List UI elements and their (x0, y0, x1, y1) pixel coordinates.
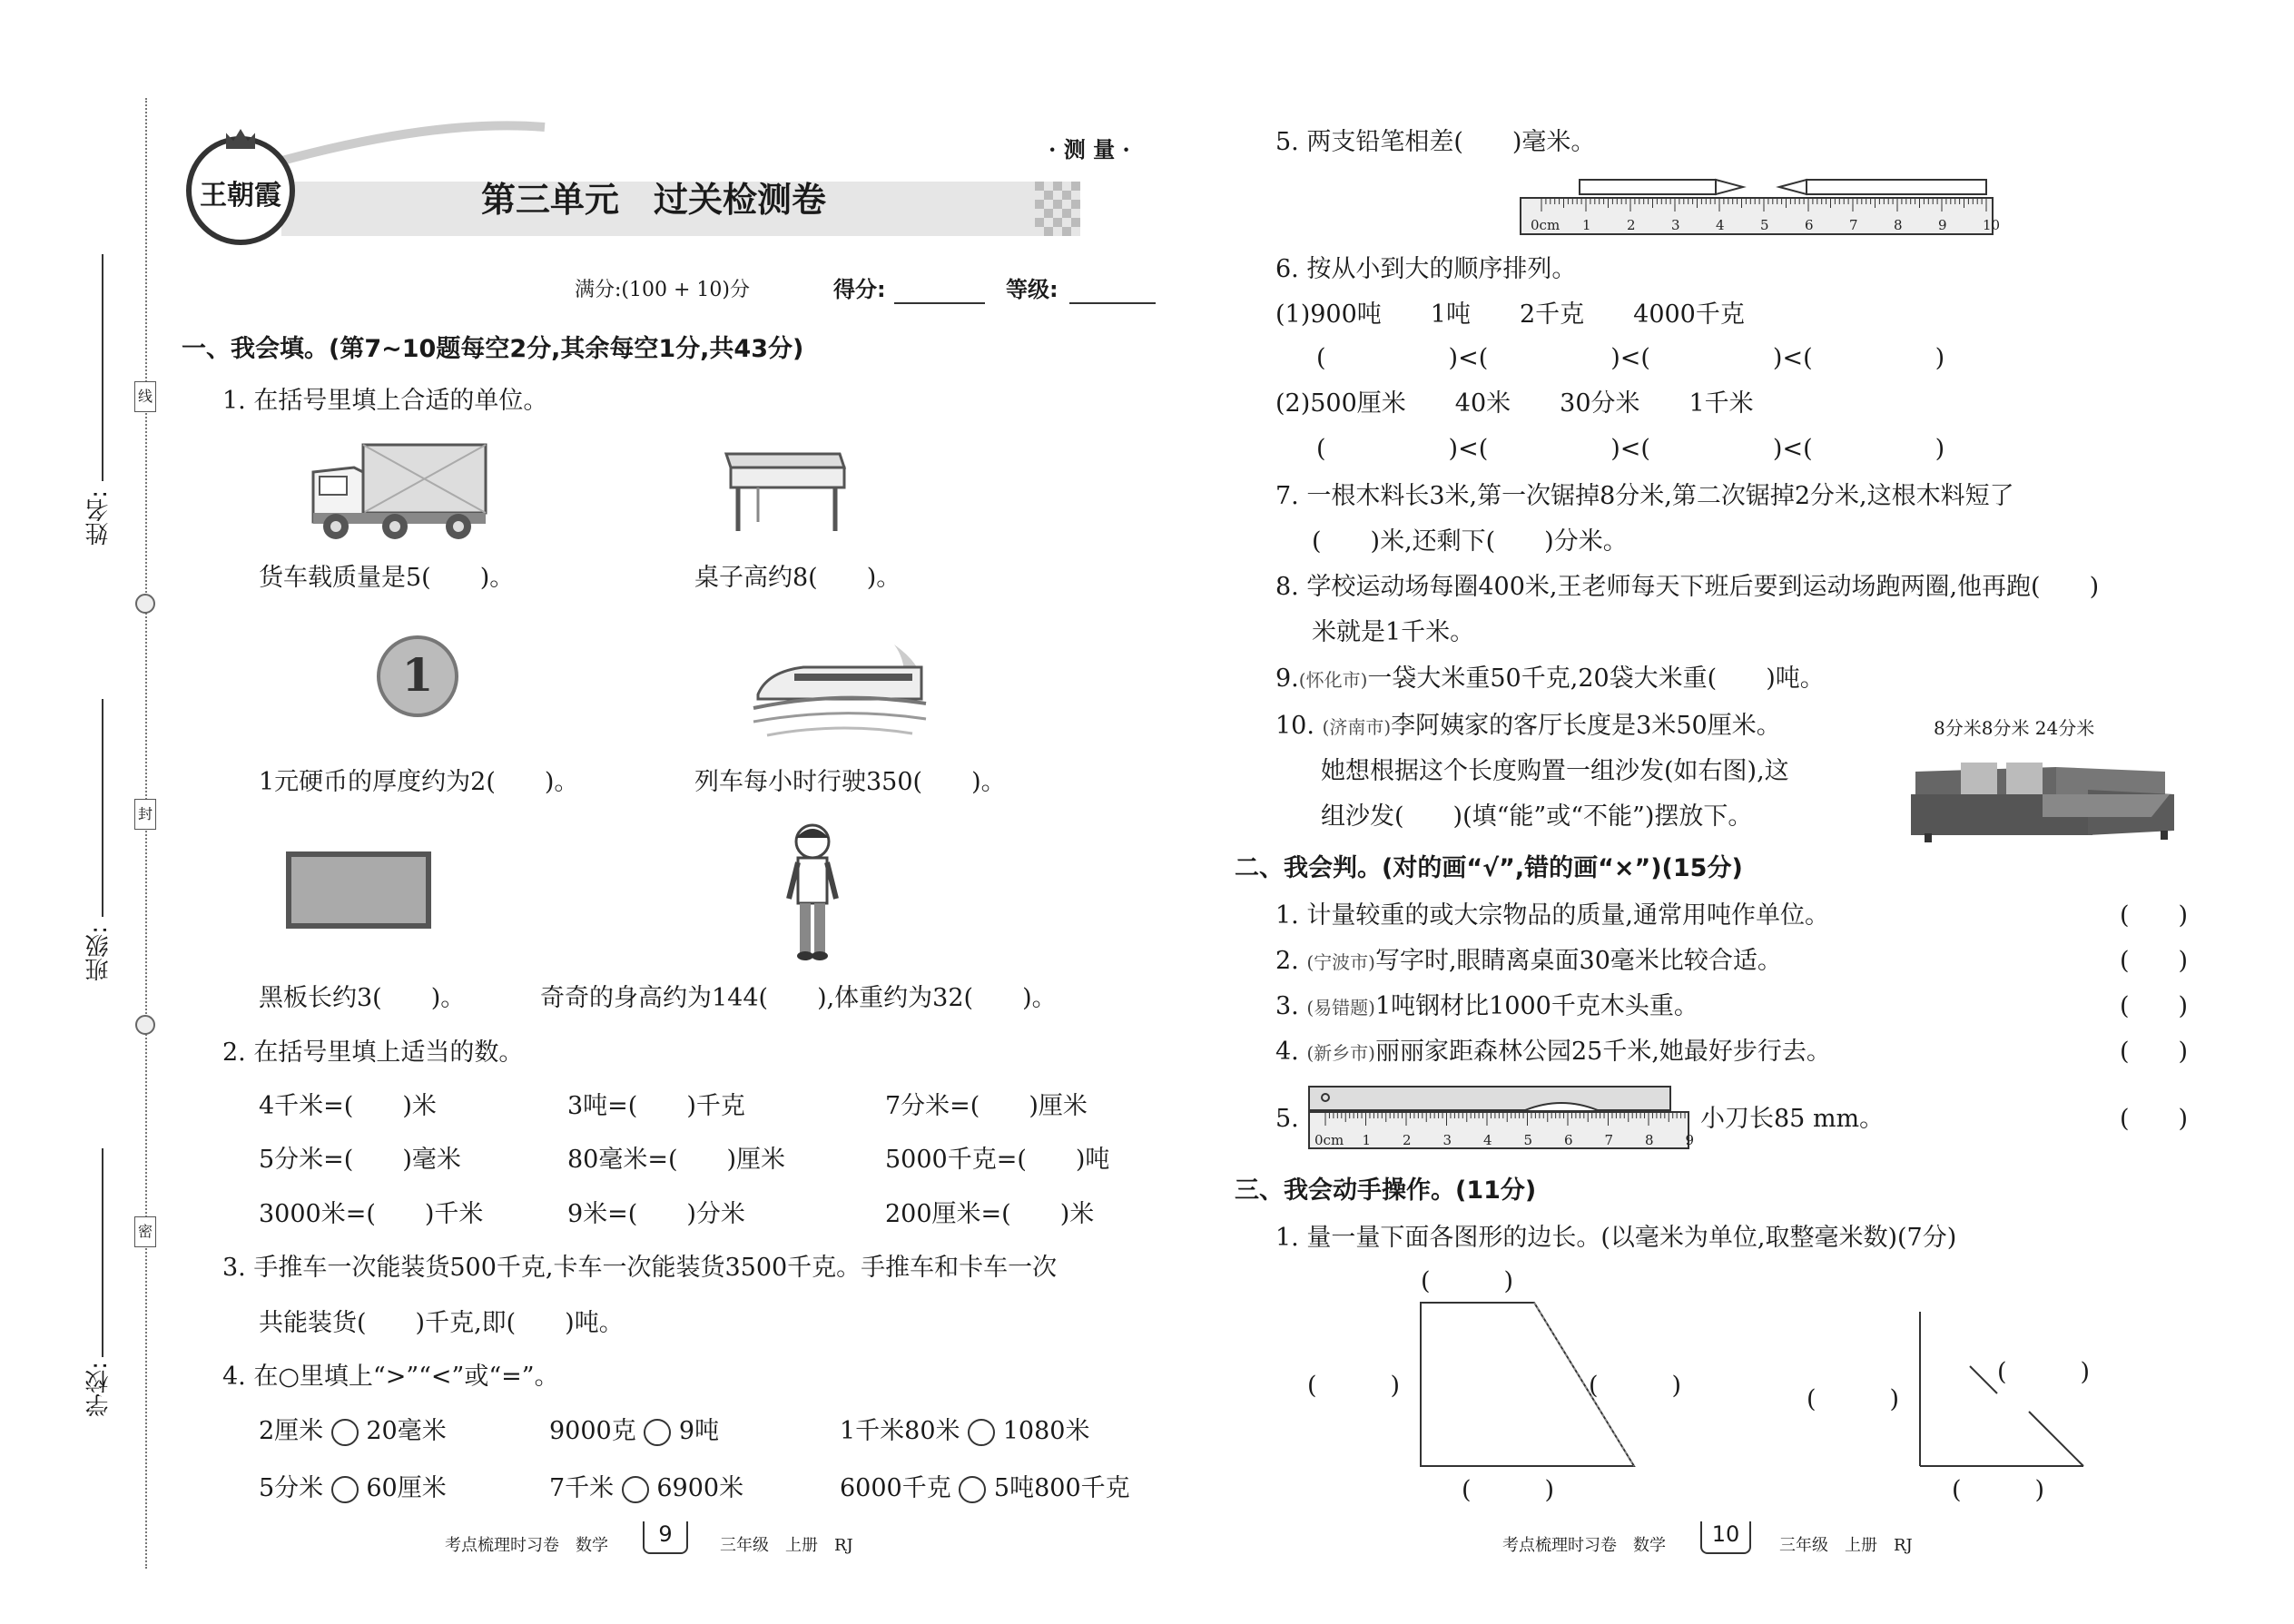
ruler-label: 9 (1938, 217, 1947, 233)
q4-r2-c2: 7千米 6900米 (549, 1474, 744, 1502)
compare-circle[interactable] (331, 1419, 359, 1446)
seal-mark-3: 密 (134, 1216, 156, 1247)
judge-3-paren[interactable]: ( ) (2120, 992, 2189, 1020)
ruler-label: 8 (1645, 1132, 1654, 1148)
knife-ruler-image (1307, 1085, 1693, 1153)
r-q6-1-blanks: ( )<( )<( )<( ) (1316, 344, 1945, 372)
page-category: · 测 量 · (1049, 136, 1130, 162)
name-field[interactable] (102, 254, 103, 481)
ruler-label: 2 (1627, 217, 1636, 233)
trap-left-blank[interactable]: ( ) (1307, 1372, 1401, 1400)
r-q10-line3: 组沙发( )(填“能”或“不能”)摆放下。 (1321, 802, 1753, 831)
q4-r1-c1: 2厘米 20毫米 (259, 1417, 447, 1445)
compare-circle[interactable] (959, 1476, 986, 1503)
footer-grade-left: 三年级 上册 RJ (720, 1536, 853, 1555)
school-label: 学校: (85, 1362, 113, 1417)
section-2-heading: 二、我会判。(对的画“√”,错的画“×”)(15分) (1235, 854, 1743, 882)
footer-page-left: 9 (643, 1521, 688, 1554)
judge-5-paren[interactable]: ( ) (2120, 1105, 2189, 1133)
seal-line (145, 98, 147, 1569)
footer-book-left: 考点梳理时习卷 数学 (445, 1536, 608, 1555)
q2-row1-a: 4千米=( )米 (259, 1092, 437, 1120)
q10-tag: (济南市) (1322, 716, 1392, 738)
q4-text: 4. 在○里填上“>”“<”或“=”。 (222, 1363, 559, 1391)
page-title: 第三单元 过关检测卷 (481, 180, 827, 220)
ruler-label: 10 (1983, 217, 2001, 233)
q1-item-train: 列车每小时行驶350( )。 (694, 768, 1006, 796)
r-q8-line2: 米就是1千米。 (1312, 618, 1475, 646)
coin-value: 1 (401, 648, 434, 702)
blackboard-image (286, 851, 431, 929)
q2-row1-b: 3吨=( )千克 (567, 1092, 745, 1120)
sofa-image (1906, 740, 2179, 844)
footer-grade-right: 三年级 上册 RJ (1779, 1536, 1913, 1555)
binding-hole-icon (135, 1015, 155, 1035)
judge-1: 1. 计量较重的或大宗物品的质量,通常用吨作单位。 (1275, 901, 1829, 930)
ruler-label: 8 (1894, 217, 1903, 233)
ruler-label: 7 (1604, 1132, 1614, 1148)
ruler-label: 1 (1582, 217, 1591, 233)
r-q10-line1: 10. (济南市)李阿姨家的客厅长度是3米50厘米。 (1275, 712, 1781, 740)
seal-mark-2: 封 (134, 799, 156, 830)
q3-line1: 3. 手推车一次能装货500千克,卡车一次能装货3500千克。手推车和卡车一次 (222, 1254, 1058, 1282)
truck-image (309, 436, 490, 545)
binding-hole-icon (135, 594, 155, 614)
q2-row3-c: 200厘米=( )米 (885, 1200, 1095, 1228)
class-field[interactable] (102, 699, 103, 917)
boy-image (785, 822, 840, 962)
score-field[interactable] (894, 302, 985, 304)
trap-bottom-blank[interactable]: ( ) (1462, 1476, 1555, 1504)
judge-4-paren[interactable]: ( ) (2120, 1038, 2189, 1066)
judge-4: 4. (新乡市)丽丽家距森林公园25千米,她最好步行去。 (1275, 1038, 1831, 1066)
compare-circle[interactable] (622, 1476, 649, 1503)
q2-row3-b: 9米=( )分米 (567, 1200, 745, 1228)
judge-2: 2. (宁波市)写字时,眼睛离桌面30毫米比较合适。 (1275, 947, 1782, 975)
ruler-label: 2 (1403, 1132, 1412, 1148)
seal-mark-1: 线 (134, 381, 156, 412)
grade-label: 等级: (1006, 277, 1058, 302)
q2-text: 2. 在括号里填上适当的数。 (222, 1038, 524, 1067)
judge-5-text: 小刀长85 mm。 (1700, 1105, 1885, 1133)
r-q10-line2: 她想根据这个长度购置一组沙发(如右图),这 (1321, 757, 1789, 785)
compare-circle[interactable] (644, 1419, 671, 1446)
judge-3: 3. (易错题)1吨钢材比1000千克木头重。 (1275, 992, 1698, 1020)
r-q6-2-blanks: ( )<( )<( )<( ) (1316, 435, 1945, 463)
ruler-label: 1 (1362, 1132, 1372, 1148)
q2-row1-c: 7分米=( )厘米 (885, 1092, 1088, 1120)
q4-r2-c3: 6000千克 5吨800千克 (840, 1474, 1130, 1502)
q4-r2-c1: 5分米 60厘米 (259, 1474, 447, 1502)
ruler-label: 0cm (1314, 1132, 1344, 1148)
ruler-label: 9 (1685, 1132, 1695, 1148)
ruler-label: 0cm (1531, 217, 1561, 233)
sofa-dimensions: 8分米8分米 24分米 (1934, 717, 2095, 739)
q9-tag: (怀化市) (1298, 669, 1368, 691)
score-full: 满分:(100 + 10)分 (575, 279, 750, 301)
ruler-label: 3 (1442, 1132, 1452, 1148)
ruler-label: 6 (1805, 217, 1814, 233)
q2-row3-a: 3000米=( )千米 (259, 1200, 484, 1228)
q2-row2-a: 5分米=( )毫米 (259, 1146, 461, 1174)
q1-item-boy: 奇奇的身高约为144( ),体重约为32( )。 (540, 984, 1057, 1012)
school-field[interactable] (102, 1148, 103, 1357)
judge-5-num: 5. (1275, 1105, 1299, 1133)
r-q9: 9.(怀化市)一袋大米重50千克,20袋大米重( )吨。 (1275, 664, 1825, 693)
r-q7-line1: 7. 一根木料长3米,第一次锯掉8分米,第二次锯掉2分米,这根木料短了 (1275, 482, 2014, 510)
score-label: 得分: (833, 277, 886, 302)
class-label: 班级: (85, 926, 113, 981)
section-3-heading: 三、我会动手操作。(11分) (1235, 1176, 1537, 1205)
q1-item-truck: 货车载质量是5( )。 (259, 564, 515, 592)
ruler-label: 5 (1523, 1132, 1533, 1148)
q2-row2-b: 80毫米=( )厘米 (567, 1146, 786, 1174)
section-1-heading: 一、我会填。(第7~10题每空2分,其余每空1分,共43分) (182, 335, 804, 363)
compare-circle[interactable] (968, 1419, 995, 1446)
trap-right-blank[interactable]: ( ) (1589, 1372, 1682, 1400)
r-q6-1: (1)900吨 1吨 2千克 4000千克 (1275, 300, 1745, 329)
coin-image (377, 635, 458, 717)
grade-field[interactable] (1069, 302, 1156, 304)
ruler-label: 3 (1671, 217, 1680, 233)
ruler-label: 7 (1849, 217, 1858, 233)
name-label: 姓名: (85, 490, 113, 546)
q4-r1-c3: 1千米80米 1080米 (840, 1417, 1090, 1445)
r-q5-text: 5. 两支铅笔相差( )毫米。 (1275, 128, 1596, 156)
q4-r1-c2: 9000克 9吨 (549, 1417, 720, 1445)
trap-top-blank[interactable]: ( ) (1421, 1267, 1514, 1295)
pencil-ruler-image (1516, 172, 2001, 238)
q1-item-desk: 桌子高约8( )。 (694, 564, 901, 592)
desk-image (722, 445, 849, 536)
r-q8-line1: 8. 学校运动场每圈400米,王老师每天下班后要到运动场跑两圈,他再跑( ) (1275, 573, 2100, 601)
ruler-label: 5 (1760, 217, 1769, 233)
footer-book-right: 考点梳理时习卷 数学 (1502, 1536, 1666, 1555)
q1-item-blackboard: 黑板长约3( )。 (259, 984, 466, 1012)
q1-text: 1. 在括号里填上合适的单位。 (222, 387, 548, 415)
footer-page-right: 10 (1700, 1521, 1751, 1554)
r-q6-text: 6. 按从小到大的顺序排列。 (1275, 255, 1577, 283)
logo-text: 王朝霞 (200, 180, 281, 212)
ruler-label: 4 (1483, 1132, 1492, 1148)
tri-right-blank[interactable]: ( ) (1997, 1358, 2091, 1386)
q1-item-coin: 1元硬币的厚度约为2( )。 (259, 768, 579, 796)
judge-1-paren[interactable]: ( ) (2120, 901, 2189, 930)
ruler-label: 4 (1716, 217, 1725, 233)
r-q6-2: (2)500厘米 40米 30分米 1千米 (1275, 389, 1754, 418)
train-image (749, 635, 930, 744)
compare-circle[interactable] (331, 1476, 359, 1503)
tri-left-blank[interactable]: ( ) (1807, 1385, 1900, 1413)
judge-2-paren[interactable]: ( ) (2120, 947, 2189, 975)
ruler-label: 6 (1564, 1132, 1573, 1148)
logo-badge (186, 136, 295, 245)
tri-bottom-blank[interactable]: ( ) (1952, 1476, 2045, 1504)
triangle-figure (1915, 1307, 2097, 1471)
q3-line2: 共能装货( )千克,即( )吨。 (259, 1309, 624, 1337)
r-q7-line2: ( )米,还剩下( )分米。 (1312, 527, 1628, 556)
q2-row2-c: 5000千克=( )吨 (885, 1146, 1110, 1174)
r-q3-1-text: 1. 量一量下面各图形的边长。(以毫米为单位,取整毫米数)(7分) (1275, 1224, 1957, 1252)
